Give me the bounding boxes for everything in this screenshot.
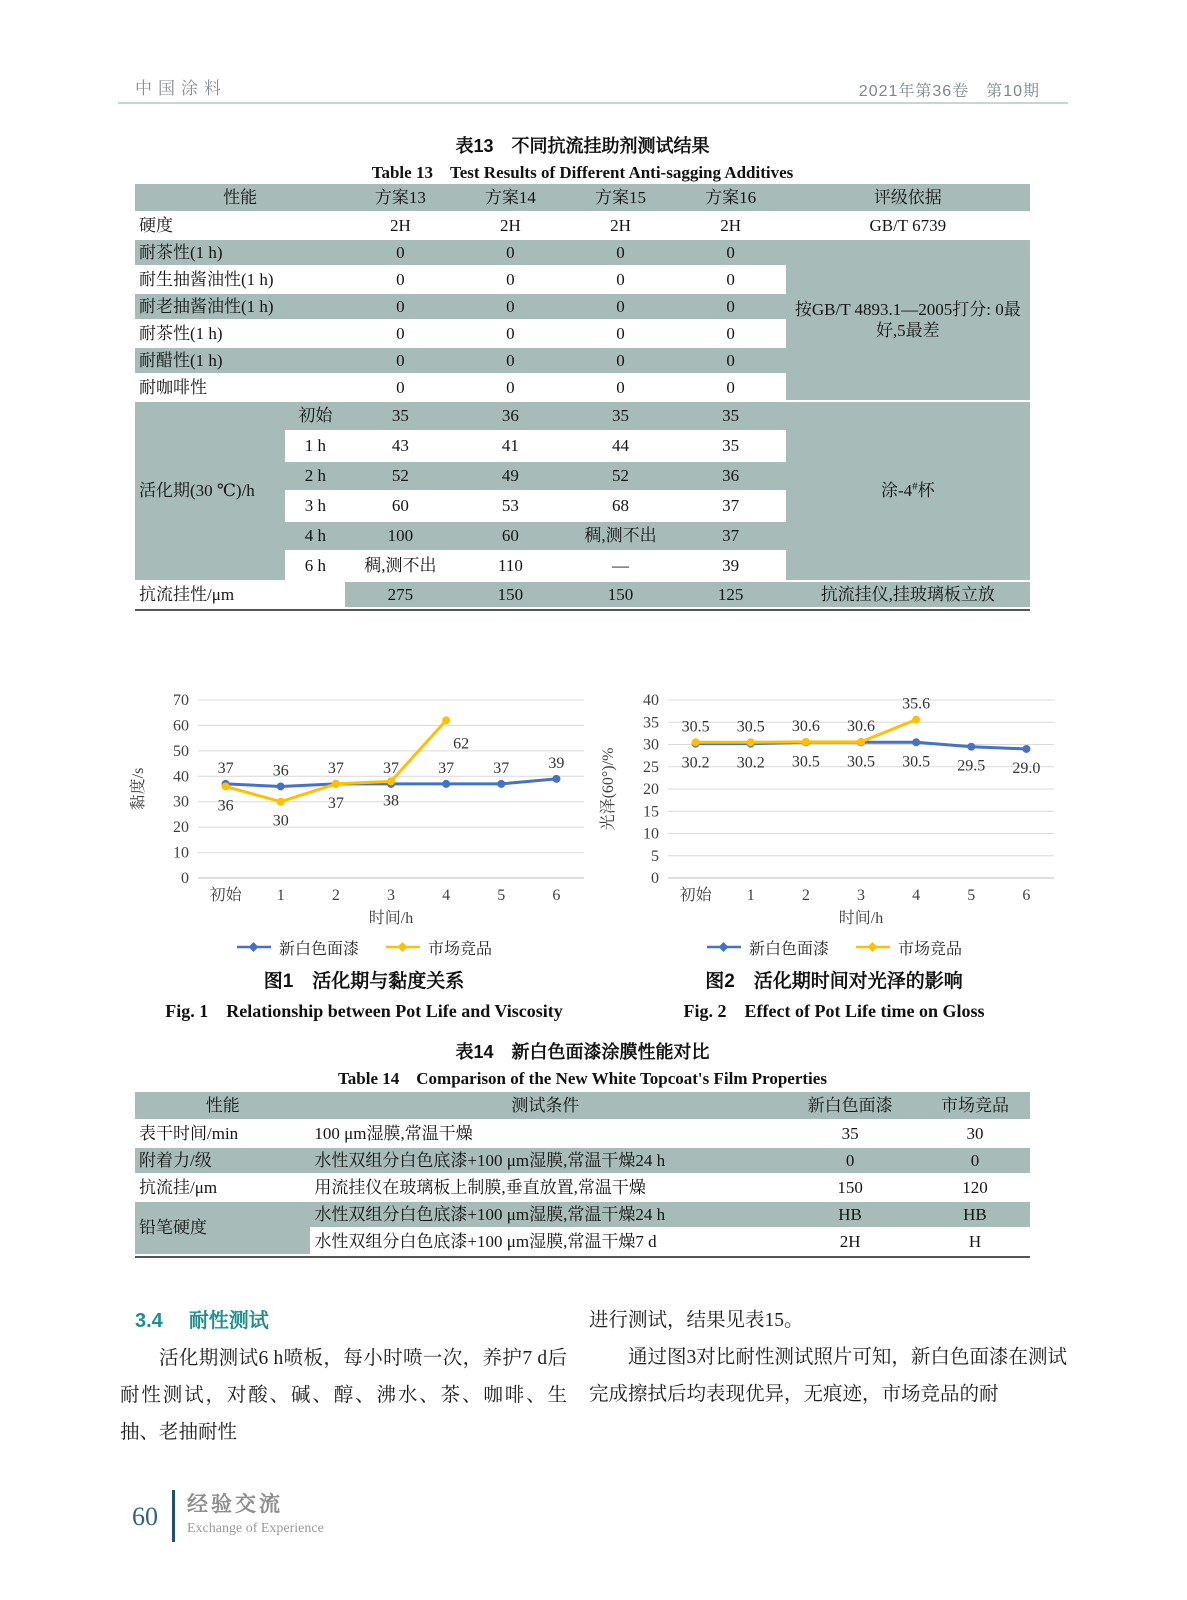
svg-text:60: 60 [173, 717, 189, 735]
svg-text:15: 15 [643, 803, 659, 821]
svg-text:黏度/s: 黏度/s [130, 767, 147, 811]
svg-text:37: 37 [327, 759, 344, 777]
cup-superscript: # [912, 480, 918, 493]
row-label: 硬度 [135, 213, 345, 240]
section-title: 耐性测试 [188, 1310, 269, 1332]
paragraph: 活化期测试6 h喷板，每小时喷一次，养护7 d后耐性测试，对酸、碱、醇、沸水、茶、咖啡、生抽、老抽耐性 [120, 1348, 567, 1443]
cell-value: 0 [676, 321, 786, 348]
cell-value: 35 [565, 402, 675, 432]
test-condition: 水性双组分白色底漆+100 μm湿膜,常温干燥7 d [310, 1229, 780, 1256]
svg-text:40: 40 [173, 768, 189, 786]
fig1-caption-en: Fig. 1 Relationship between Pot Life and Viscosity [165, 1001, 563, 1021]
cell-value: 120 [920, 1175, 1030, 1202]
fig2-caption-cn: 图2 活化期时间对光泽的影响 [705, 971, 963, 992]
cup-name-tail: 杯 [917, 481, 935, 501]
table14 [135, 1092, 1030, 1258]
cell-value: — [565, 552, 675, 582]
header-rule [118, 102, 1068, 104]
svg-text:5: 5 [651, 847, 659, 865]
svg-text:20: 20 [643, 781, 659, 798]
cell-value: 37 [676, 492, 786, 522]
svg-text:4: 4 [442, 887, 451, 904]
cell-value: 0 [565, 267, 675, 294]
svg-text:37: 37 [493, 759, 510, 777]
legend-marker-icon [855, 941, 891, 953]
table13-title-en: Table 13 Test Results of Different Anti-sagging Additives [371, 163, 794, 182]
cell-value: 49 [455, 462, 565, 492]
svg-text:30.2: 30.2 [681, 754, 710, 772]
cell-value: 60 [455, 522, 565, 552]
svg-text:62: 62 [453, 735, 470, 753]
row-label: 耐茶性(1 h) [135, 321, 345, 348]
svg-text:0: 0 [181, 870, 189, 887]
cell-value: 2H [676, 213, 786, 240]
cell-value: 0 [780, 1148, 920, 1175]
cell-value: 35 [345, 402, 455, 432]
svg-text:5: 5 [497, 887, 506, 904]
table-row [135, 1202, 1030, 1229]
cell-value: 39 [676, 552, 786, 582]
svg-text:35.6: 35.6 [902, 695, 931, 713]
svg-text:38: 38 [383, 792, 399, 810]
paragraph: 进行测试，结果见表15。 [589, 1310, 804, 1331]
svg-text:30.5: 30.5 [736, 718, 765, 736]
cell-value: 150 [565, 582, 675, 609]
cell-value: 44 [565, 432, 675, 462]
svg-text:3: 3 [387, 887, 395, 904]
row-label: 表干时间/min [135, 1121, 310, 1148]
cell-value: 43 [345, 432, 455, 462]
cell-value: 0 [345, 375, 455, 402]
cell-value: 0 [455, 267, 565, 294]
svg-text:时间/h: 时间/h [838, 910, 884, 927]
table-row [135, 1121, 1030, 1148]
cell-value: 30 [920, 1121, 1030, 1148]
svg-text:20: 20 [173, 819, 189, 837]
svg-text:30: 30 [272, 812, 289, 830]
svg-text:2: 2 [331, 887, 340, 904]
legend-item [385, 936, 492, 959]
svg-text:29.5: 29.5 [957, 757, 986, 775]
fig2-line-chart [598, 688, 1070, 933]
time-cell: 2 h [285, 462, 345, 492]
legend-item [236, 936, 359, 959]
svg-text:光泽(60°)/%: 光泽(60°)/% [600, 747, 617, 831]
cell-value: 60 [345, 492, 455, 522]
test-condition: 用流挂仪在玻璃板上制膜,垂直放置,常温干燥 [310, 1175, 780, 1202]
svg-text:时间/h: 时间/h [368, 910, 414, 927]
svg-text:6: 6 [1022, 887, 1031, 904]
column-header: 性能 [135, 1092, 310, 1121]
fig1-line-chart [128, 688, 600, 933]
cell-value: 0 [345, 321, 455, 348]
cell-value: 41 [455, 432, 565, 462]
column-header: 方案14 [455, 184, 565, 213]
svg-text:4: 4 [912, 887, 921, 904]
svg-text:39: 39 [548, 754, 565, 772]
cell-value: 36 [455, 402, 565, 432]
row-label: 耐醋性(1 h) [135, 348, 345, 375]
legend-label: 市场竞品 [898, 940, 963, 958]
time-cell: 6 h [285, 552, 345, 582]
table13-title-cn: 表13 不同抗流挂助剂测试结果 [455, 136, 710, 156]
row-label: 抗流挂性/μm [135, 582, 345, 609]
cell-value: 35 [676, 432, 786, 462]
svg-text:30: 30 [173, 793, 189, 811]
table14-title-en: Table 14 Comparison of the New White Topcoat's Film Properties [338, 1069, 827, 1088]
cell-value: 0 [565, 375, 675, 402]
svg-text:30.5: 30.5 [681, 718, 710, 736]
cell-value: 0 [345, 348, 455, 375]
cell-value: 0 [455, 240, 565, 267]
cell-value: 150 [780, 1175, 920, 1202]
rating-basis-cell: 按GB/T 4893.1—2005打分: 0最好,5最差 [786, 240, 1030, 402]
time-cell: 3 h [285, 492, 345, 522]
cell-value: 0 [455, 321, 565, 348]
cell-value: 2H [455, 213, 565, 240]
column-header: 市场竞品 [920, 1092, 1030, 1121]
svg-text:50: 50 [173, 742, 189, 760]
column-header: 方案13 [345, 184, 455, 213]
svg-text:37: 37 [383, 759, 399, 777]
cell-value: 110 [455, 552, 565, 582]
svg-text:35: 35 [643, 714, 659, 732]
row-label: 附着力/级 [135, 1148, 310, 1175]
cell-value: HB [780, 1202, 920, 1229]
svg-text:1: 1 [746, 887, 755, 904]
potlife-basis-cell [786, 402, 1030, 582]
svg-text:30: 30 [643, 736, 659, 754]
table-row [135, 402, 1030, 432]
cell-value: 0 [565, 321, 675, 348]
svg-text:30.2: 30.2 [736, 754, 765, 772]
cell-value: 0 [676, 267, 786, 294]
time-cell: 4 h [285, 522, 345, 552]
body-text-left-column [120, 1340, 567, 1451]
cell-value: 100 [345, 522, 455, 552]
table-row [135, 1148, 1030, 1175]
svg-text:36: 36 [272, 762, 289, 780]
test-condition: 100 μm湿膜,常温干燥 [310, 1121, 780, 1148]
paragraph: 通过图3对比耐性测试照片可知，新白色面漆在测试完成擦拭后均表现优异，无痕迹，市场竞品的耐 [589, 1347, 1067, 1405]
cell-value: 35 [676, 402, 786, 432]
table13-header-row [135, 184, 1030, 213]
cell-value: 抗流挂仪,挂玻璃板立放 [786, 582, 1030, 609]
column-name-cn: 经验交流 [187, 1493, 283, 1516]
cell-value: 0 [676, 240, 786, 267]
table-row [135, 213, 1030, 240]
svg-text:37: 37 [327, 794, 344, 812]
column-header: 性能 [135, 184, 345, 213]
cell-value: GB/T 6739 [786, 213, 1030, 240]
page-footer [132, 1488, 324, 1542]
svg-text:30.6: 30.6 [847, 717, 875, 735]
table13 [135, 184, 1030, 611]
fig1-caption-cn: 图1 活化期与黏度关系 [263, 971, 465, 992]
svg-text:30.5: 30.5 [902, 753, 931, 771]
figure-1 [128, 688, 600, 1023]
svg-text:30.6: 30.6 [791, 717, 820, 735]
legend-marker-icon [706, 941, 742, 953]
cell-value: 35 [780, 1121, 920, 1148]
issue-info: 2021年第36卷 第10期 [858, 83, 1040, 100]
svg-text:初始: 初始 [209, 887, 242, 904]
cell-value: 37 [676, 522, 786, 552]
svg-text:30.5: 30.5 [791, 753, 820, 771]
cell-value: 150 [455, 582, 565, 609]
cup-name: 涂-4 [880, 481, 913, 501]
legend-label: 市场竞品 [428, 940, 493, 958]
journal-name: 中国涂料 [135, 79, 227, 98]
cell-value: 125 [676, 582, 786, 609]
svg-text:30.5: 30.5 [847, 753, 875, 771]
cell-value: 0 [676, 375, 786, 402]
cell-value: 36 [676, 462, 786, 492]
legend-label: 新白色面漆 [278, 940, 359, 958]
table-row [135, 1175, 1030, 1202]
legend-item [706, 936, 829, 959]
cell-value: 0 [565, 240, 675, 267]
svg-text:0: 0 [651, 870, 659, 887]
svg-text:10: 10 [173, 844, 189, 862]
cell-value: 275 [345, 582, 455, 609]
cell-value: 0 [455, 348, 565, 375]
svg-text:6: 6 [552, 887, 561, 904]
cell-value: 稠,测不出 [345, 552, 455, 582]
cell-value: 0 [455, 294, 565, 321]
cell-value: H [920, 1229, 1030, 1256]
cell-value: 2H [565, 213, 675, 240]
cell-value: 稠,测不出 [565, 522, 675, 552]
table-row [135, 582, 1030, 609]
cell-value: 52 [565, 462, 675, 492]
page-number: 60 [132, 1502, 158, 1531]
cell-value: 0 [455, 375, 565, 402]
row-label: 耐生抽酱油性(1 h) [135, 267, 345, 294]
fig1-legend [128, 937, 600, 957]
svg-text:3: 3 [857, 887, 865, 904]
svg-text:25: 25 [643, 758, 659, 776]
fig2-legend [598, 937, 1070, 957]
svg-text:37: 37 [217, 759, 234, 777]
svg-text:2: 2 [801, 887, 810, 904]
cell-value: 0 [920, 1148, 1030, 1175]
cell-value: 0 [345, 294, 455, 321]
row-label: 抗流挂/μm [135, 1175, 310, 1202]
column-header: 评级依据 [786, 184, 1030, 213]
svg-text:初始: 初始 [679, 887, 712, 904]
cell-value: 0 [676, 294, 786, 321]
fig2-caption-en: Fig. 2 Effect of Pot Life time on Gloss [683, 1001, 985, 1021]
table14-header-row [135, 1092, 1030, 1121]
table-row [135, 240, 1030, 267]
row-label: 耐茶性(1 h) [135, 240, 345, 267]
legend-label: 新白色面漆 [748, 940, 829, 958]
column-name-en: Exchange of Experience [187, 1521, 324, 1536]
column-header: 测试条件 [310, 1092, 780, 1121]
section-number: 3.4 [135, 1310, 163, 1332]
cell-value: HB [920, 1202, 1030, 1229]
figure-2 [598, 688, 1070, 1023]
row-label: 耐咖啡性 [135, 375, 345, 402]
section-heading [135, 1304, 269, 1333]
cell-value: 2H [780, 1229, 920, 1256]
svg-text:70: 70 [173, 692, 189, 709]
cell-value: 0 [345, 240, 455, 267]
legend-marker-icon [385, 941, 421, 953]
row-label: 耐老抽酱油性(1 h) [135, 294, 345, 321]
cell-value: 0 [345, 267, 455, 294]
svg-text:36: 36 [217, 797, 234, 815]
column-header: 方案16 [676, 184, 786, 213]
table14-title-cn: 表14 新白色面漆涂膜性能对比 [455, 1042, 710, 1062]
svg-text:29.0: 29.0 [1012, 759, 1041, 777]
test-condition: 水性双组分白色底漆+100 μm湿膜,常温干燥24 h [310, 1148, 780, 1175]
svg-text:10: 10 [643, 825, 659, 843]
svg-text:40: 40 [643, 692, 659, 709]
svg-text:37: 37 [438, 759, 455, 777]
cell-value: 0 [676, 348, 786, 375]
column-header: 新白色面漆 [780, 1092, 920, 1121]
time-cell: 初始 [285, 402, 345, 432]
legend-marker-icon [236, 941, 272, 953]
row-label: 铅笔硬度 [135, 1202, 310, 1256]
cell-value: 53 [455, 492, 565, 522]
test-condition: 水性双组分白色底漆+100 μm湿膜,常温干燥24 h [310, 1202, 780, 1229]
row-label: 活化期(30 ℃)/h [135, 402, 285, 582]
cell-value: 52 [345, 462, 455, 492]
svg-text:1: 1 [276, 887, 285, 904]
cell-value: 2H [345, 213, 455, 240]
cell-value: 0 [565, 348, 675, 375]
body-text-right-column [589, 1302, 1067, 1413]
svg-text:5: 5 [967, 887, 976, 904]
time-cell: 1 h [285, 432, 345, 462]
legend-item [855, 936, 962, 959]
footer-divider-bar [172, 1490, 175, 1542]
cell-value: 0 [565, 294, 675, 321]
column-header: 方案15 [565, 184, 675, 213]
cell-value: 68 [565, 492, 675, 522]
